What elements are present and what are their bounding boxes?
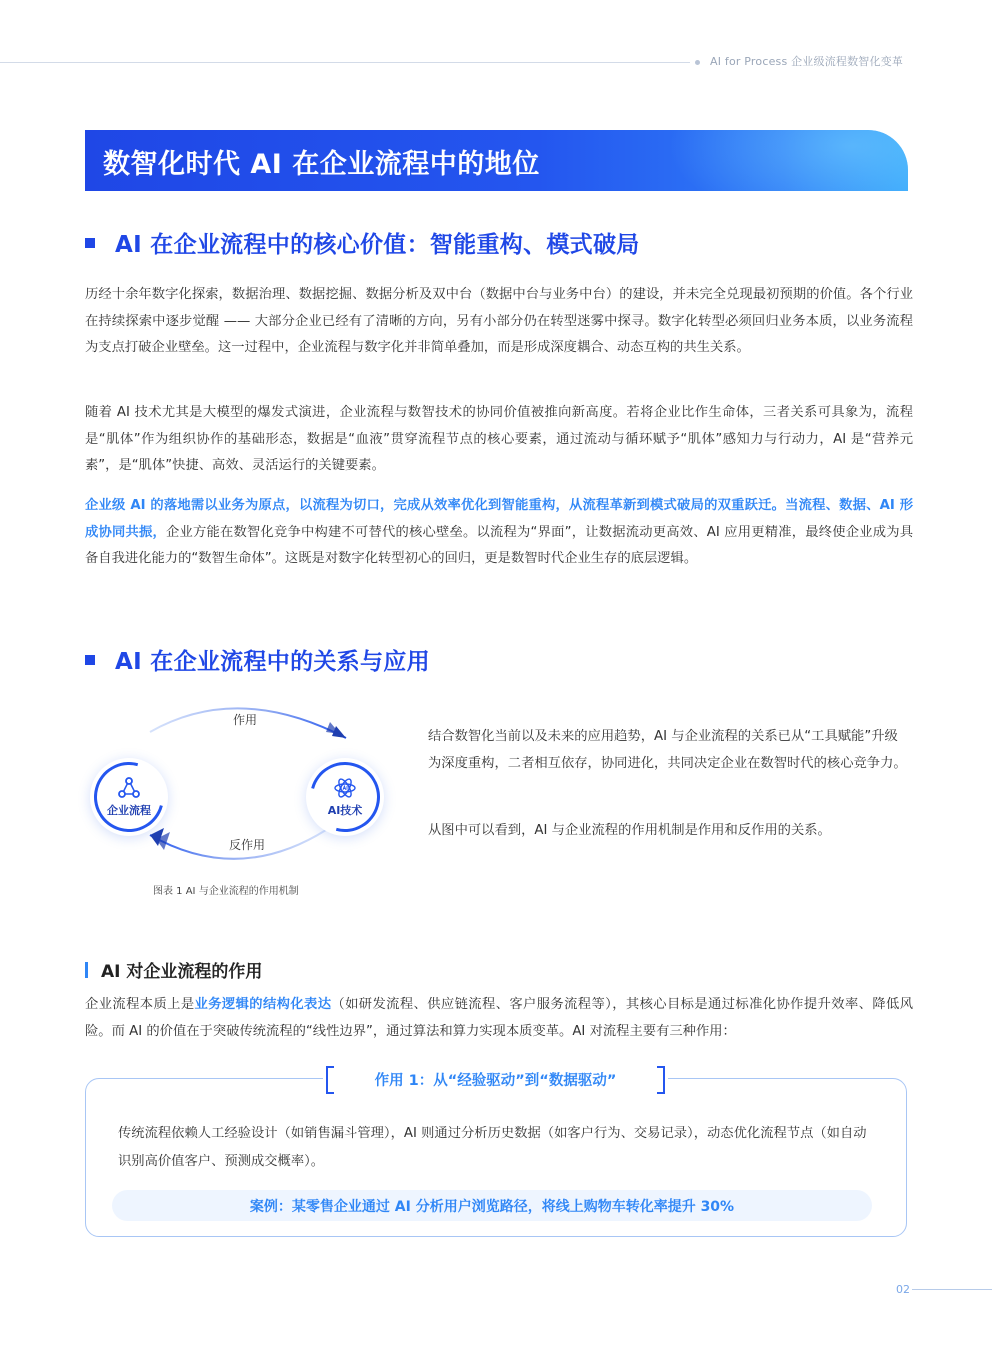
subsection-title: AI 对企业流程的作用	[101, 962, 263, 982]
effect-box-title	[323, 1066, 668, 1094]
header-rule	[0, 62, 690, 63]
header-dot	[695, 60, 700, 65]
arrow-top-icon	[326, 722, 346, 738]
effect-text: 传统流程依赖人工经验设计（如销售漏斗管理），AI 则通过分析历史数据（如客户行为、交易记录），动态优化流程节点（如自动识别高价值客户、预测成交概率）。	[118, 1126, 867, 1169]
section-heading-core-value	[85, 226, 640, 259]
case-pill	[112, 1190, 872, 1221]
figure-caption: 图表 1 AI 与企业流程的作用机制	[153, 886, 299, 897]
highlight-text: 企业级 AI 的落地需以业务为原点，以流程为切口，完成从效率优化到智能重构，从流程革新到模式破局的双重跃迁。当流程、数据、AI 形成协同共振，	[85, 498, 913, 540]
node-label: AI技术	[327, 804, 363, 817]
section-marker	[85, 238, 95, 248]
paragraph-3	[85, 493, 913, 573]
side-paragraph-2: 从图中可以看到，AI 与企业流程的作用机制是作用和反作用的关系。	[428, 823, 831, 838]
document-title: AI for Process 企业级流程数智化变革	[710, 55, 904, 68]
paragraph-1: 历经十余年数字化探索，数据治理、数据挖掘、数据分析及双中台（数据中台与业务中台）的建设，并未完全兑现最初预期的价值。各个行业在持续探索中逐步觉醒 —— 大部分企业已经有了清晰的方向，另有小部分仍在转型迷雾中探寻。数字化转型必须回归业务本质，以业务流程为支点打破企业壁垒。这一过程中，企业流程与数字化并非简单叠加，而是形成深度耦合、动态互构的共生关系。	[85, 287, 913, 355]
chapter-title: 数智化时代 AI 在企业流程中的地位	[103, 149, 540, 180]
paragraph-text: 企业方能在数智化竞争中构建不可替代的核心壁垒。以流程为“界面”，让数据流动更高效、AI 应用更精准，最终使企业成为具备自我进化能力的“数智生命体”。这既是对数字化转型初心的回归，更是数智时代企业生存的底层逻辑。	[85, 524, 913, 566]
node-ai-technology	[306, 758, 384, 836]
section-marker	[85, 655, 95, 665]
ai-atom-icon	[333, 776, 357, 800]
paragraph-text: 企业流程本质上是	[85, 997, 195, 1012]
subsection-marker	[85, 962, 88, 978]
page-number: 02	[896, 1283, 910, 1296]
section-title: AI 在企业流程中的核心价值：智能重构、模式破局	[115, 232, 640, 258]
section-heading-relation	[85, 643, 430, 676]
arc-label-action: 作用	[233, 713, 258, 727]
node-enterprise-process	[90, 758, 168, 836]
paragraph-text: （如研发流程、供应链流程、客户服务流程等），其核心目标是通过标准化协作提升效率、降低风险。而 AI 的价值在于突破传统流程的“线性边界”，通过算法和算力实现本质变革。AI 对流程主要有三种作用：	[85, 997, 913, 1039]
chapter-banner	[85, 130, 908, 191]
side-paragraph-1: 结合数智化当前以及未来的应用趋势，AI 与企业流程的关系已从“工具赋能”升级为深度重构，二者相互依存，协同进化，共同决定企业在数智时代的核心竞争力。	[428, 729, 907, 771]
effect-title: 作用 1：从“经验驱动”到“数据驱动”	[374, 1073, 617, 1089]
subsection-intro	[85, 992, 913, 1045]
arc-label-reaction: 反作用	[229, 838, 266, 852]
section-title: AI 在企业流程中的关系与应用	[115, 649, 430, 675]
network-nodes-icon	[117, 776, 141, 800]
footer-rule	[912, 1289, 992, 1290]
banner-glow	[668, 130, 908, 191]
highlight-text: 业务逻辑的结构化表达	[194, 997, 332, 1012]
node-label: 企业流程	[107, 804, 151, 817]
mechanism-diagram	[88, 700, 388, 870]
paragraph-2: 随着 AI 技术尤其是大模型的爆发式演进，企业流程与数智技术的协同价值被推向新高度。若将企业比作生命体，三者关系可具象为，流程是“肌体”作为组织协作的基础形态，数据是“血液”贯穿流程节点的核心要素，通过流动与循环赋予“肌体”感知力与行动力，AI 是“营养元素”，是“肌体”快捷、高效、灵活运行的关键要素。	[85, 405, 913, 473]
bracket-right	[657, 1066, 665, 1094]
case-text: 案例：某零售企业通过 AI 分析用户浏览路径，将线上购物车转化率提升 30%	[249, 1198, 735, 1215]
subsection-heading	[85, 957, 262, 982]
